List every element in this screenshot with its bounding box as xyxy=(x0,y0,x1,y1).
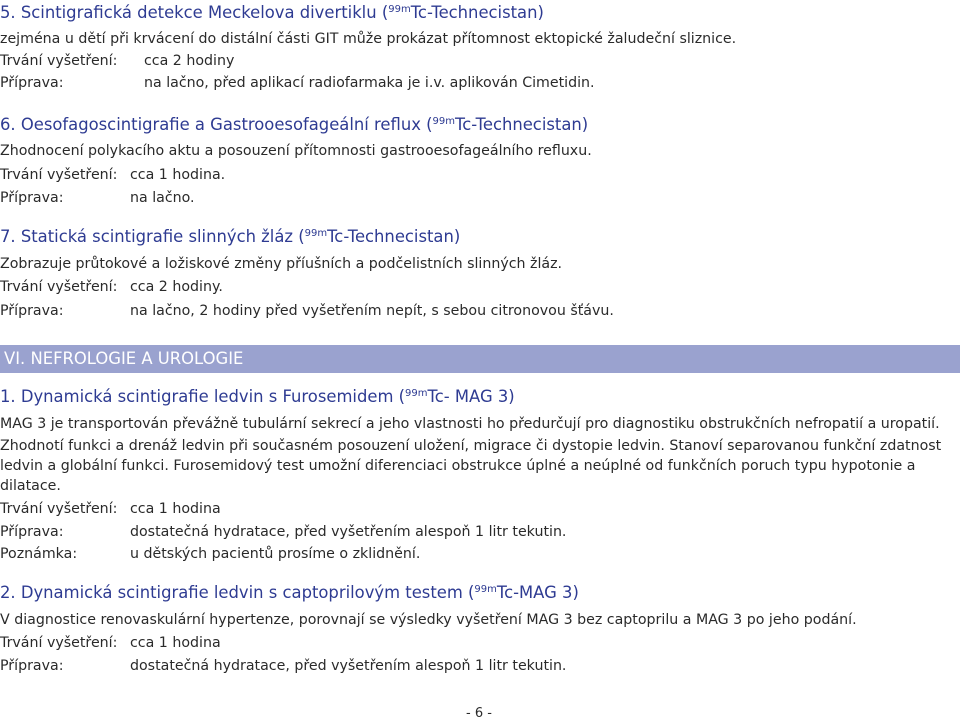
section-6-title: 6. Oesofagoscintigrafie a Gastrooesofageální reflux ($^{99m}$Tc-Technecistan) xyxy=(0,115,589,134)
section-7-preparation: Příprava: na lačno, 2 hodiny před vyšetřením nepít, s sebou citronovou šťávu. xyxy=(0,303,614,319)
section-6-preparation: Příprava: na lačno. xyxy=(0,190,195,206)
section-5-title: 5. Scintigrafická detekce Meckelova divertiklu ($^{99m}$Tc-Technecistan) xyxy=(0,3,544,22)
section-7-duration: Trvání vyšetření: cca 2 hodiny. xyxy=(0,279,223,295)
section-7-title: 7. Statická scintigrafie slinných žláz ($^{99m}$Tc-Technecistan) xyxy=(0,227,461,246)
section-5-preparation: Příprava: na lačno, před aplikací radiofarmaka je i.v. aplikován Cimetidin. xyxy=(0,75,595,91)
uro-1-description-line: MAG 3 je transportován převážně tubulární sekrecí a jeho vlastnosti ho předurčují pro diagnostiku obstrukčních nefropatií a uropatií. xyxy=(0,416,940,432)
uro-1-title: 1. Dynamická scintigrafie ledvin s Furosemidem ($^{99m}$Tc- MAG 3) xyxy=(0,387,515,406)
uro-1-description-line: Zhodnotí funkci a drenáž ledvin při současném posouzení uložení, migrace či dystopie ledvin. Stanoví separovanou funkční zdatnost xyxy=(0,438,942,454)
uro-2-title: 2. Dynamická scintigrafie ledvin s captoprilovým testem ($^{99m}$Tc-MAG 3) xyxy=(0,583,579,602)
chapter-title: VI. NEFROLOGIE A UROLOGIE xyxy=(4,349,244,368)
uro-2-preparation: Příprava: dostatečná hydratace, před vyšetřením alespoň 1 litr tekutin. xyxy=(0,658,567,674)
uro-1-note: Poznámka: u dětských pacientů prosíme o zklidnění. xyxy=(0,546,421,562)
section-5-description: zejména u dětí při krvácení do distální části GIT může prokázat přítomnost ektopické žaludeční sliznice. xyxy=(0,31,737,47)
uro-1-preparation: Příprava: dostatečná hydratace, před vyšetřením alespoň 1 litr tekutin. xyxy=(0,524,567,540)
section-7-description: Zobrazuje průtokové a ložiskové změny příušních a podčelistních slinných žláz. xyxy=(0,256,563,272)
section-5-duration: Trvání vyšetření: cca 2 hodiny xyxy=(0,53,235,69)
chapter-banner xyxy=(0,345,960,373)
uro-1-description-line: ledvin a globální funkci. Furosemidový test umožní diferenciaci obstrukce úplné a neúplné od funkčních poruch typu hypotonie a xyxy=(0,458,916,474)
uro-2-duration: Trvání vyšetření: cca 1 hodina xyxy=(0,635,221,651)
uro-1-description-line: dilatace. xyxy=(0,478,61,494)
section-6-duration: Trvání vyšetření: cca 1 hodina. xyxy=(0,167,226,183)
section-6-description: Zhodnocení polykacího aktu a posouzení přítomnosti gastrooesofageálního refluxu. xyxy=(0,143,592,159)
uro-1-duration: Trvání vyšetření: cca 1 hodina xyxy=(0,501,221,517)
page-number: - 6 - xyxy=(466,706,492,721)
uro-2-description: V diagnostice renovaskulární hypertenze, porovnají se výsledky vyšetření MAG 3 bez captoprilu a MAG 3 po jeho podání. xyxy=(0,612,857,628)
